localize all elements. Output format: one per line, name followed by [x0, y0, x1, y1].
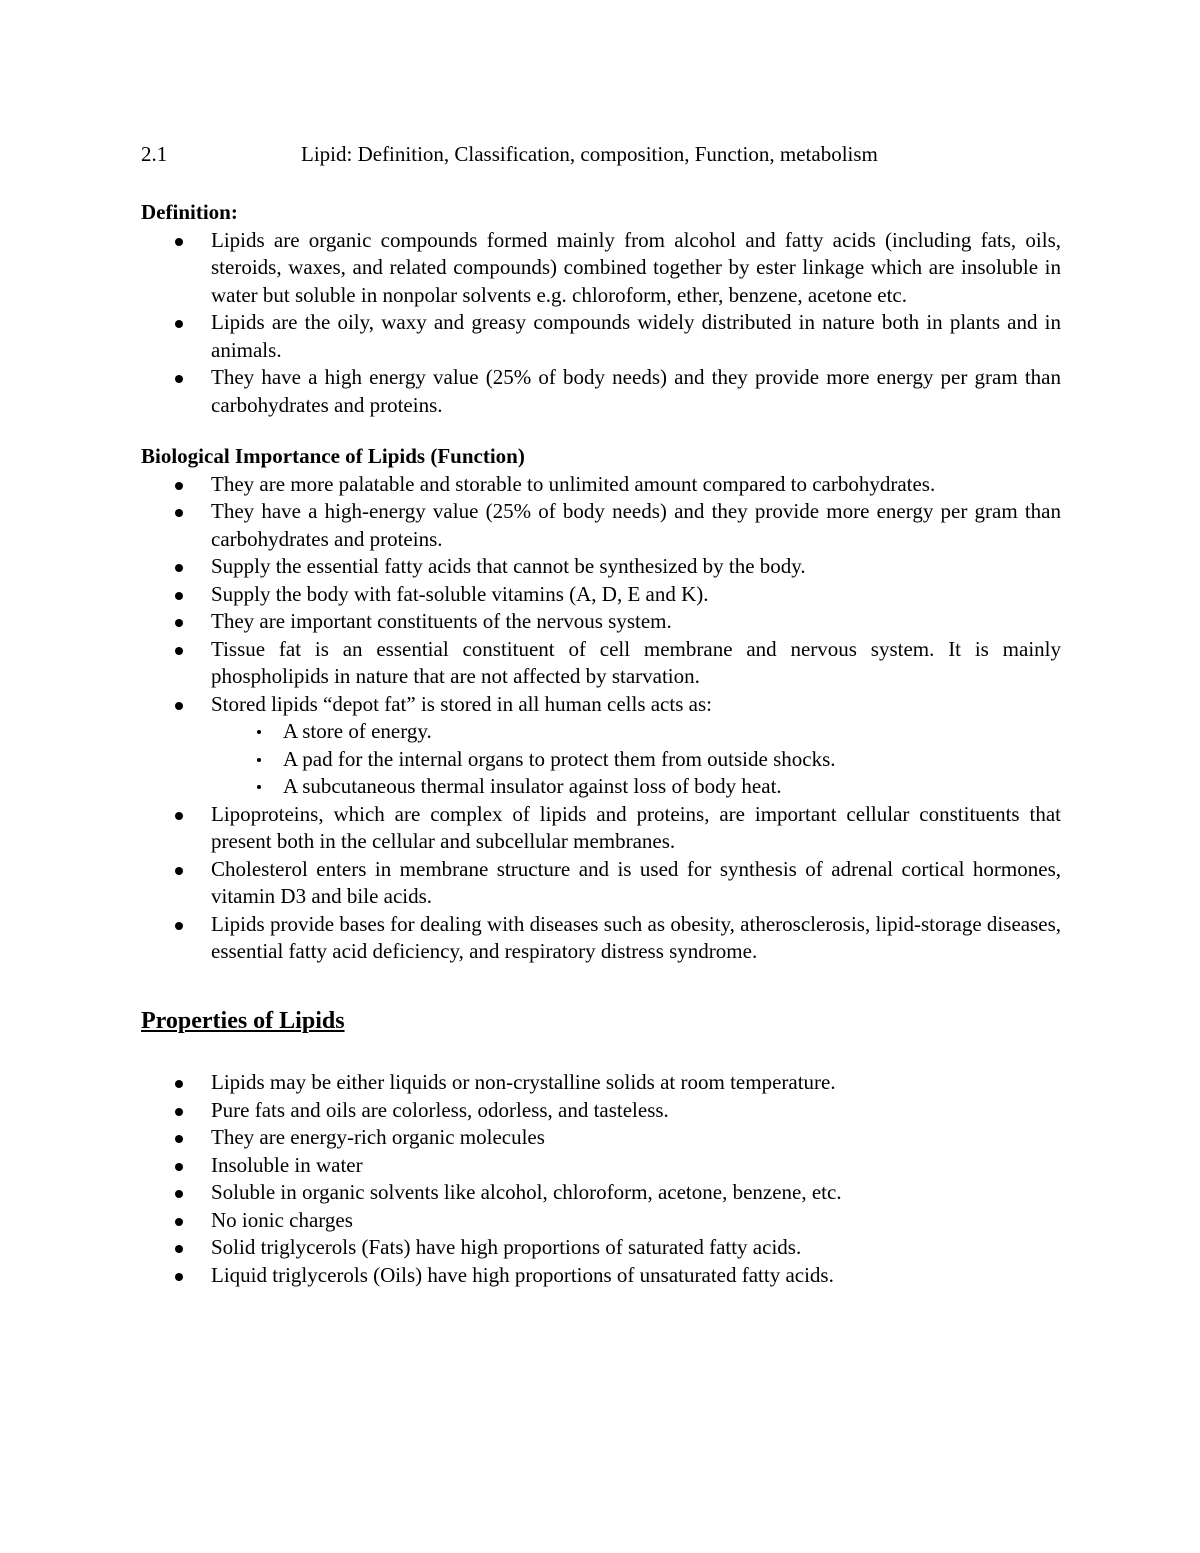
list-item: Pure fats and oils are colorless, odorless, and tasteless. — [141, 1097, 1061, 1125]
list-item: Lipoproteins, which are complex of lipids and proteins, are important cellular constituents that present both in the cellular and subcellular membranes. — [141, 801, 1061, 856]
properties-title: Properties of Lipids — [141, 1007, 345, 1034]
list-item: Cholesterol enters in membrane structure and is used for synthesis of adrenal cortical hormones, vitamin D3 and bile acids. — [141, 856, 1061, 911]
list-item: Stored lipids “depot fat” is stored in all human cells acts as: — [141, 691, 1061, 719]
definition-list — [141, 227, 1061, 420]
properties-list — [141, 1069, 1061, 1289]
section-title: Lipid: Definition, Classification, composition, Function, metabolism — [301, 142, 878, 166]
sub-list-item: A subcutaneous thermal insulator against loss of body heat. — [141, 773, 1061, 801]
list-item: Tissue fat is an essential constituent of cell membrane and nervous system. It is mainly phospholipids in nature that are not affected by starvation. — [141, 636, 1061, 691]
list-item: Liquid triglycerols (Oils) have high proportions of unsaturated fatty acids. — [141, 1262, 1061, 1290]
list-item: They have a high energy value (25% of body needs) and they provide more energy per gram than carbohydrates and proteins. — [141, 364, 1061, 419]
list-item: Insoluble in water — [141, 1152, 1061, 1180]
depot-fat-sublist — [141, 718, 1061, 801]
list-item: Soluble in organic solvents like alcohol, chloroform, acetone, benzene, etc. — [141, 1179, 1061, 1207]
importance-list-continued — [141, 801, 1061, 966]
list-item: They are energy-rich organic molecules — [141, 1124, 1061, 1152]
importance-label: Biological Importance of Lipids (Function) — [141, 444, 525, 468]
sub-list-item: A store of energy. — [141, 718, 1061, 746]
list-item: Lipids may be either liquids or non-crystalline solids at room temperature. — [141, 1069, 1061, 1097]
section-heading — [141, 141, 1061, 173]
list-item: Supply the body with fat-soluble vitamins (A, D, E and K). — [141, 581, 1061, 609]
definition-label: Definition: — [141, 200, 238, 224]
list-item: They are more palatable and storable to unlimited amount compared to carbohydrates. — [141, 471, 1061, 499]
sub-list-item: A pad for the internal organs to protect them from outside shocks. — [141, 746, 1061, 774]
importance-list — [141, 471, 1061, 719]
section-number: 2.1 — [141, 142, 168, 166]
list-item: Lipids provide bases for dealing with diseases such as obesity, atherosclerosis, lipid-storage diseases, essential fatty acid deficiency, and respiratory distress syndrome. — [141, 911, 1061, 966]
list-item: Lipids are the oily, waxy and greasy compounds widely distributed in nature both in plants and in animals. — [141, 309, 1061, 364]
list-item: They are important constituents of the nervous system. — [141, 608, 1061, 636]
list-item: Solid triglycerols (Fats) have high proportions of saturated fatty acids. — [141, 1234, 1061, 1262]
document-page — [141, 141, 1061, 1289]
list-item: Supply the essential fatty acids that cannot be synthesized by the body. — [141, 553, 1061, 581]
list-item: No ionic charges — [141, 1207, 1061, 1235]
list-item: Lipids are organic compounds formed mainly from alcohol and fatty acids (including fats, oils, steroids, waxes, and related compounds) combined together by ester linkage which are insoluble in water but soluble in nonpolar solvents e.g. chloroform, ether, benzene, acetone etc. — [141, 227, 1061, 310]
list-item: They have a high-energy value (25% of body needs) and they provide more energy per gram than carbohydrates and proteins. — [141, 498, 1061, 553]
